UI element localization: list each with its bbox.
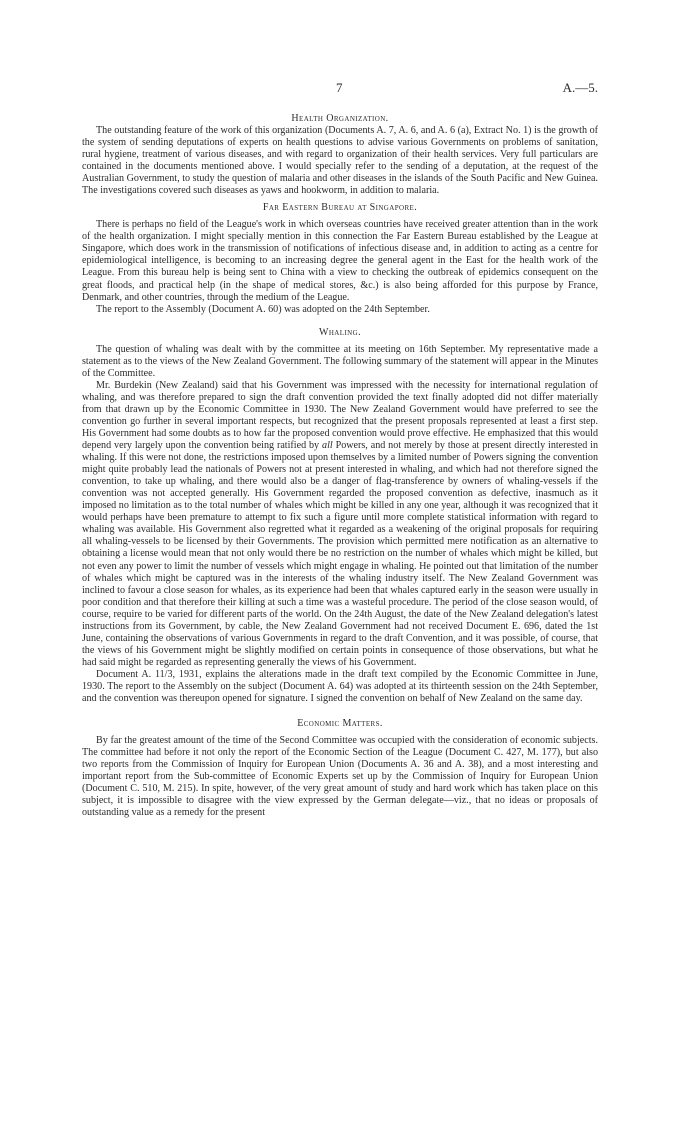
section-heading-economic: Economic Matters. <box>297 718 383 730</box>
section-health-organization <box>82 112 598 197</box>
document-page <box>82 80 598 819</box>
paragraph-text: Mr. Burdekin (New Zealand) said that his Government was impressed with the necessity for international regulation of whaling, and was therefore prepared to sign the draft convention provided the text finally adopted did not differ materially from that drawn up by the Economic Committee in 1930. The New Zealand Government would have preferred to see the convention go further in several important respects, but recognized that the present proposals represented at least a first step. His Government had some doubts as to how far the proposed convention would prove effective. He emphasized that this would depend very largely upon the convention being ratified by <box>82 379 598 452</box>
section-heading-health: Health Organization. <box>291 113 389 124</box>
paragraph: Document A. 11/3, 1931, explains the alterations made in the draft text compiled by the Economic Committee in June, 1930. The report to the Assembly on the subject (Document A. 64) was adopted at its thirteenth session on the 24th September, and the convention was thereupon opened for signature. I signed the convention on behalf of New Zealand on the same day. <box>82 668 598 705</box>
section-heading-whaling: Whaling. <box>319 326 361 338</box>
paragraph-text: Powers, and not merely by those at present directly interested in whaling. If this were not done, the restrictions imposed upon themselves by a limited number of Powers signing the convention might quite probably lead the nationals of Powers not at present interested in whaling, and which had not therefore signed the convention, to take up whaling, and there would also be a danger of flag-transference by owners of whaling-vessels if the convention was not accepted generally. His Government regarded the proposed convention as defective, inasmuch as it imposed no limitation as to the total number of whales which might be killed in any one year, although it was recognized that it would perhaps have been premature to attempt to fix such a figure until more complete statistical information with regard to whaling was available. His Government also regretted what it regarded as a weakening of the original proposals for requiring all whaling-vessels to be licensed by their Governments. The provision which permitted mere notification as an alternative to obtaining a license would mean that not only would there be no restriction on the number of whales which might be killed, but not even any power to limit the number of vessels which might engage in whaling. He pointed out that limitation of the number of whales which might be captured was in the interests of the whaling industry itself. The New Zealand Government was inclined to favour a close season for whales, as its experience had been that whales captured early in the season were usually in poor condition and that therefore their killing at such a time was a wasteful procedure. The period of the close season would, of course, require to be varied for different parts of the world. On the 24th August, the date of the New Zealand delegation's latest instructions from its Government, by cable, the New Zealand Government had not received Document E. 696, dated the 1st June, containing the observations of various Governments in regard to the draft Convention, and it was possible, of course, that the views of his Government might be slightly modified on certain points in consequence of those observations, but what he had said might be regarded as representing generally the views of his Government. <box>82 440 598 668</box>
emphasis-text: all <box>322 440 333 452</box>
paragraph: The outstanding feature of the work of this organization (Documents A. 7, A. 6, and A. 6 (a), Extract No. 1) is the growth of the system of sending deputations of experts on health questions to advise various Governments on problems of sanitation, rural hygiene, treatment of various diseases, and with regard to organization of their health services. Very full particulars are contained in the documents mentioned above. I would specially refer to the sending of a deputation, at the request of the Australian Government, to study the question of malaria and other diseases in the islands of the South Pacific and New Guinea. The investigations covered such diseases as yaws and hookworm, in addition to malaria. <box>82 125 598 197</box>
section-economic-matters <box>82 717 598 819</box>
page-header <box>82 80 598 98</box>
section-far-eastern-bureau <box>82 201 598 315</box>
paragraph: There is perhaps no field of the League's work in which overseas countries have received greater attention than in the work of the health organization. I might specially mention in this connection the Far Eastern Bureau established by the League at Singapore, which does work in the transmission of notifications of infectious disease and, in addition to acting as a centre for epidemiological intelligence, is becoming to an increasing degree the general agent in the East for the health work of the League. From this bureau help is being sent to China with a view to checking the outbreak of epidemics consequent on the great floods, and practical help (in the shape of medical stores, &c.) is also being afforded for this purpose by France, Denmark, and other countries, through the medium of the League. <box>82 219 598 303</box>
document-reference: A.—5. <box>562 80 598 95</box>
paragraph: The report to the Assembly (Document A. 60) was adopted on the 24th September. <box>96 303 430 315</box>
section-whaling <box>82 326 598 705</box>
section-heading-far-eastern: Far Eastern Bureau at Singapore. <box>262 202 418 214</box>
page-number: 7 <box>336 80 343 95</box>
paragraph: The question of whaling was dealt with by the committee at its meeting on 16th September. My representative made a statement as to the views of the New Zealand Government. The following summary of the statement will appear in the Minutes of the Committee. <box>82 343 598 379</box>
paragraph <box>82 380 598 669</box>
paragraph: By far the greatest amount of the time of the Second Committee was occupied with the consideration of economic subjects. The committee had before it not only the report of the Economic Section of the League (Document C. 427, M. 177), but also two reports from the Commission of Inquiry for European Union (Documents A. 36 and A. 38), and a most interesting and important report from the Sub-committee of Economic Experts set up by the Commission of Inquiry for European Union (Document C. 510, M. 215). In spite, however, of the very great amount of study and hard work which has taken place on this subject, it is impossible to disagree with the view expressed by the German delegate—viz., that no ideas or proposals of outstanding value as a remedy for the present <box>82 735 598 819</box>
